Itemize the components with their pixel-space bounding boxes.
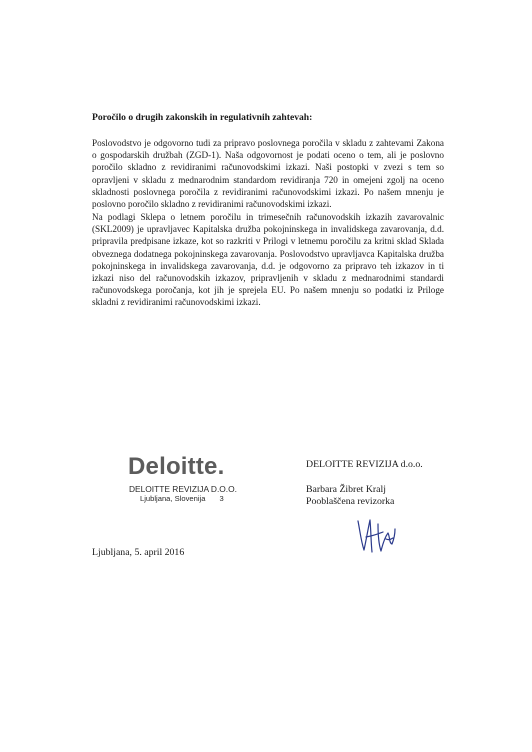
- company-stamp: [128, 453, 278, 503]
- stamp-company-name: DELOITTE REVIZIJA D.O.O.: [129, 484, 237, 494]
- deloitte-logo: Deloitte.: [128, 453, 225, 480]
- signatory-name: Barbara Žibret Kralj: [306, 483, 386, 495]
- signatory-firm: DELOITTE REVIZIJA d.o.o.: [306, 459, 423, 470]
- paragraph-prescribed-statements: Na podlagi Sklepa o letnem poročilu in trimesečnih računovodskih izkazih zavarovalnic (SKL2009) je upravljavec Kapitalska družba pokojninskega in invalidskega zavarovanja, d.d. pripravila predpisane izkaze, kot so razkriti v Prilogi v letnemu poročilu za kritni sklad Sklada obveznega dodatnega pokojninskega zavarovanja. Poslovodstvo upravljavca Kapitalska družba pokojninskega in invalidskega zavarovanja, d.d. je odgovorno za pripravo teh izkazov in ti izkazi niso del računovodskih izkazov, pripravljenih v skladu z mednarodnimi standardi računovodskega poročanja, kot jih je sprejela EU. Po našem mnenju so podatki iz Priloge skladni z revidiranimi računovodskimi izkazi.: [92, 212, 444, 308]
- place-and-date: Ljubljana, 5. april 2016: [92, 547, 185, 558]
- stamp-city: Ljubljana, Slovenija: [140, 494, 206, 503]
- paragraph-business-report: Poslovodstvo je odgovorno tudi za pripravo poslovnega poročila v skladu z zahtevami Zakona o gospodarskih družbah (ZGD-1). Naša odgovornost je podati oceno o tem, ali je poslovno poročilo skladno z revidiranimi računovodskimi izkazi. Naši postopki v zvezi s tem so opravljeni v skladu z mednarodnim standardom revidiranja 720 in omejeni zgolj na oceno skladnosti poslovnega poročila z revidiranimi računovodskimi izkazi. Po našem mnenju je poslovno poročilo skladno z revidiranimi računovodskimi izkazi.: [92, 138, 444, 210]
- stamp-city-line: [140, 494, 278, 503]
- signature-block: [306, 459, 423, 509]
- stamp-number: 3: [219, 494, 224, 503]
- section-heading: Poročilo o drugih zakonskih in regulativnih zahtevah:: [92, 112, 313, 123]
- handwritten-signature-icon: [355, 517, 397, 555]
- signatory-title: Pooblaščena revizorka: [306, 496, 395, 508]
